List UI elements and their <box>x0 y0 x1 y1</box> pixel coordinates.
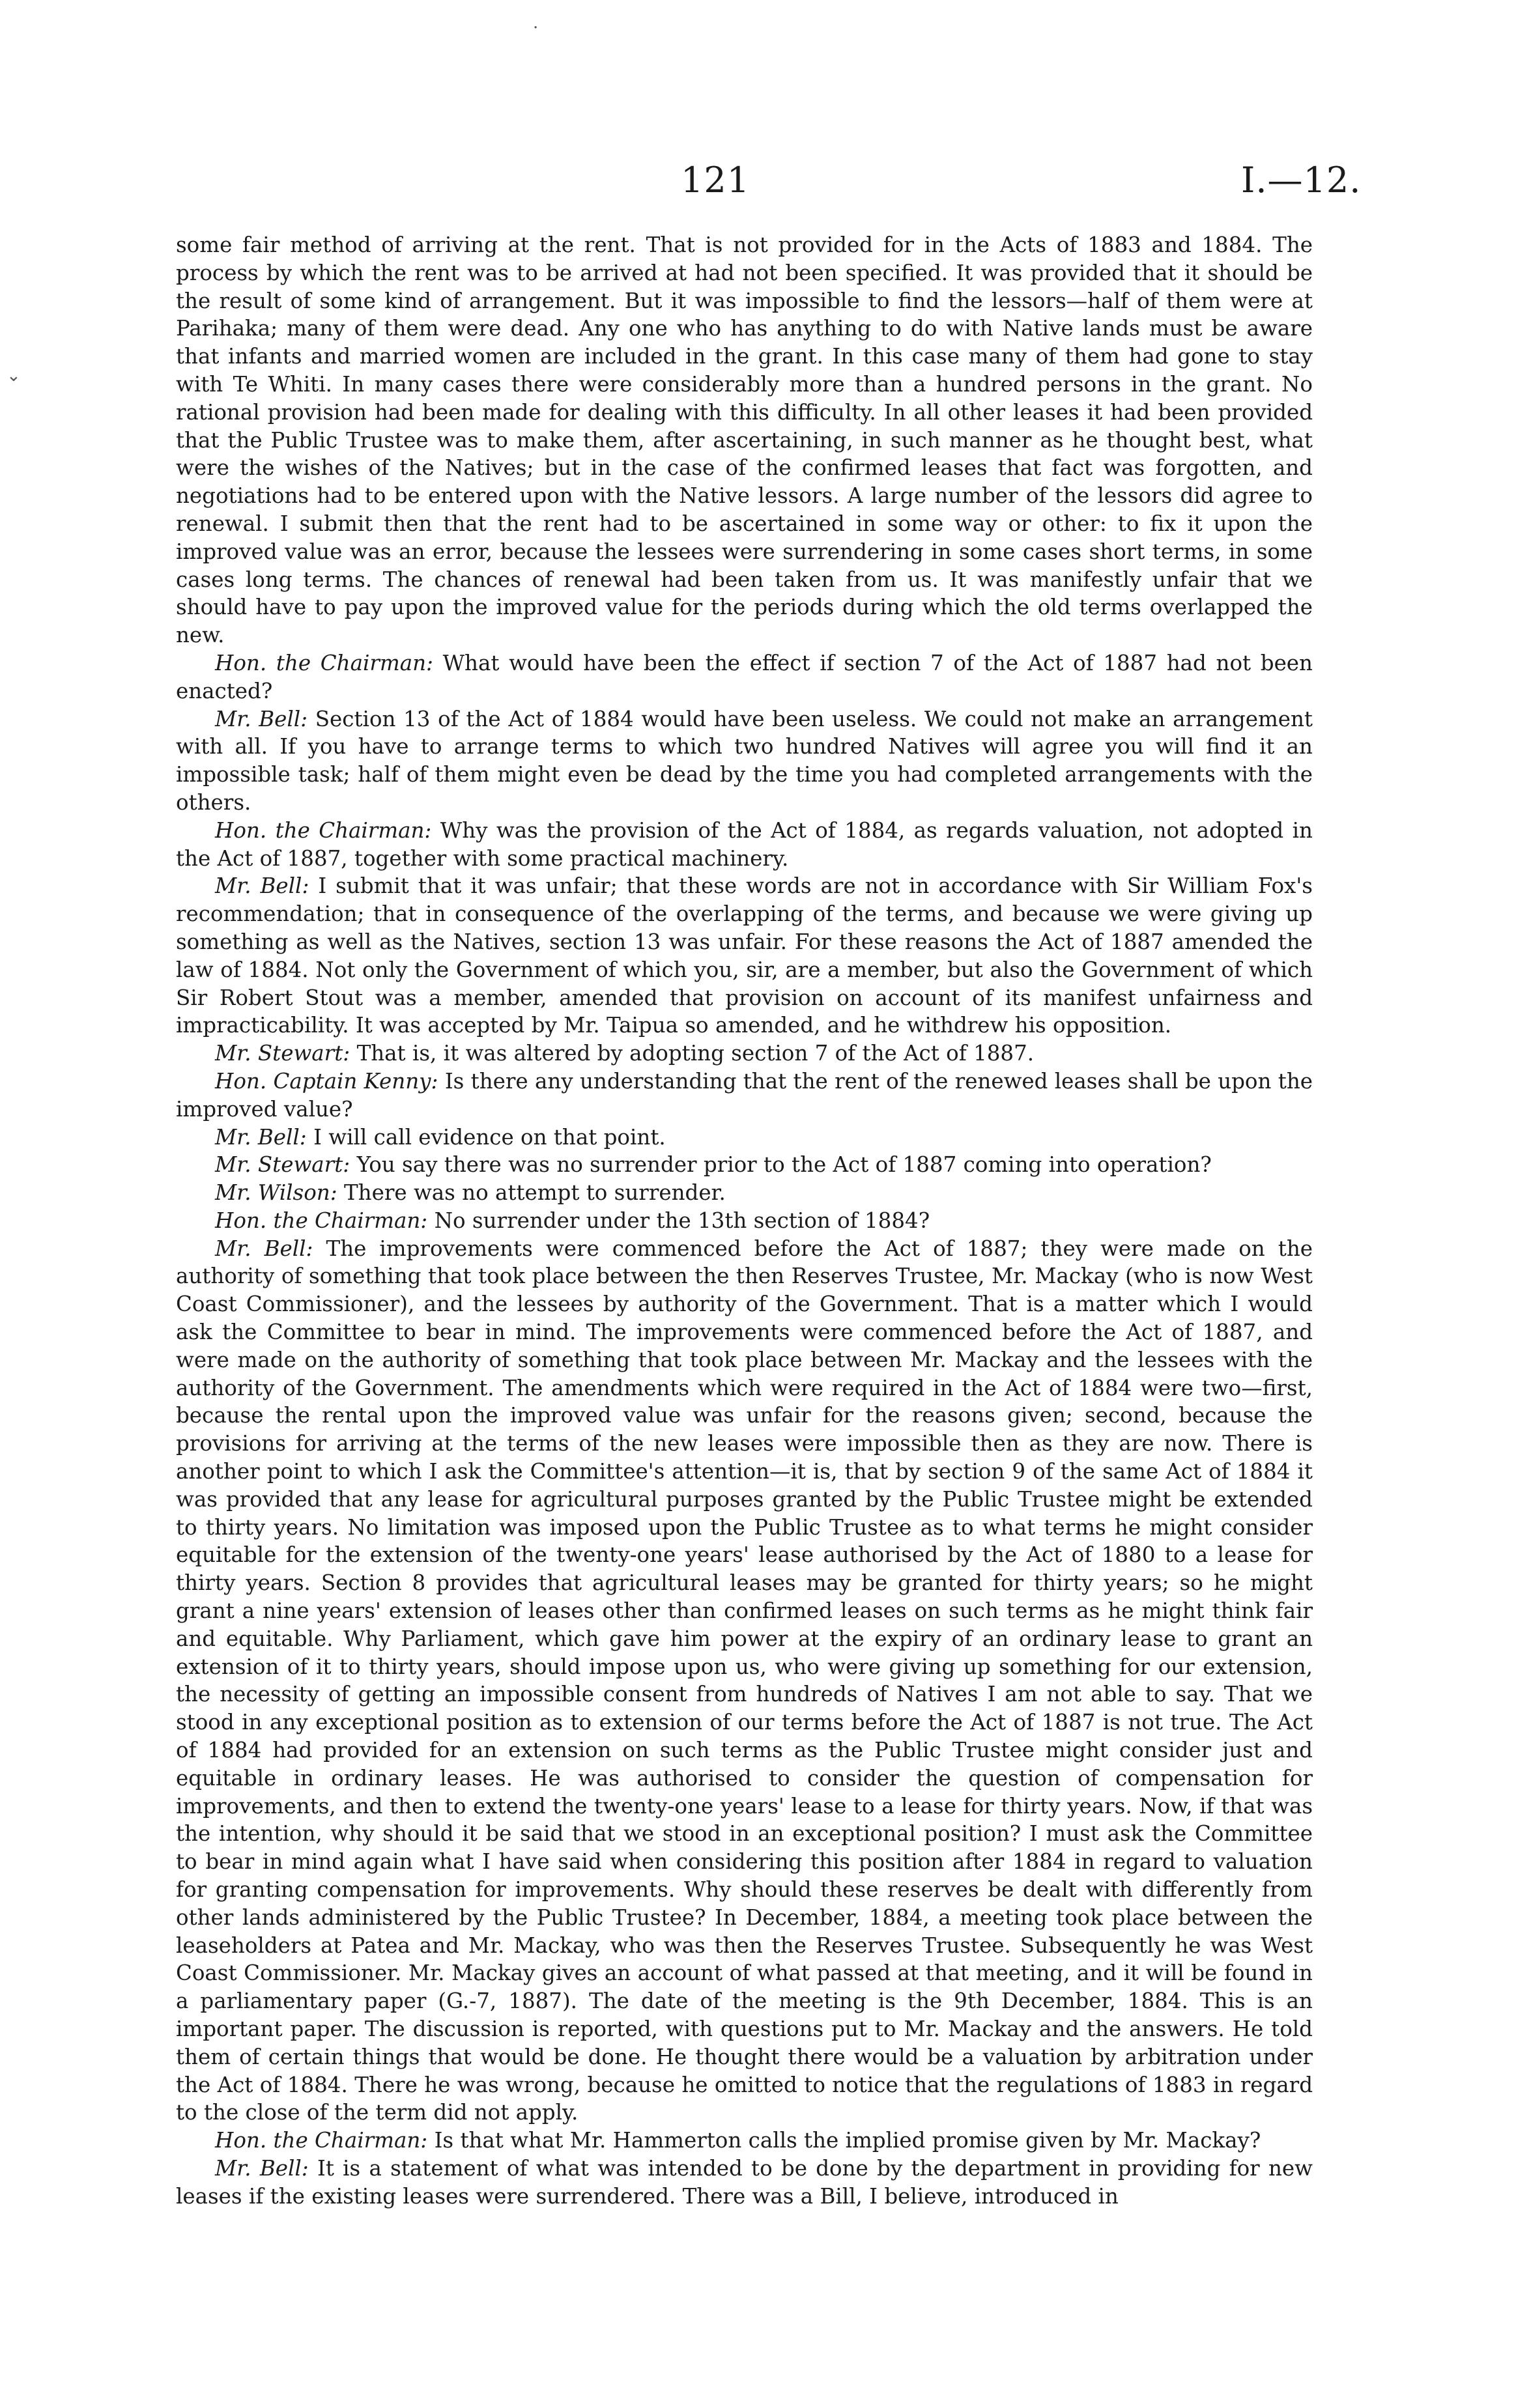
body-text <box>176 231 1313 2211</box>
paragraph <box>176 1124 1313 1152</box>
speaker: Mr. Wilson: <box>215 1180 337 1206</box>
paragraph <box>176 872 1313 1040</box>
paragraph <box>176 817 1313 873</box>
paragraph-text: Section 13 of the Act of 1884 would have been useless. We could not make an arrangement with all. If you have to arrange terms to which two hundred Natives will agree you will find it an impossible task; half of them might even be dead by the time you had completed arrangements with the others. <box>176 706 1313 815</box>
page-number: 121 <box>681 160 751 201</box>
speaker: Hon. the Chairman: <box>215 650 433 675</box>
paragraph <box>176 231 1313 649</box>
paragraph-text: That is, it was altered by adopting section 7 of the Act of 1887. <box>356 1041 1035 1066</box>
document-reference: I.—12. <box>1241 160 1362 201</box>
paragraph <box>176 2127 1313 2155</box>
paragraph-text: I submit that it was unfair; that these words are not in accordance with Sir William Fox's recommendation; that in consequence of the overlapping of the terms, and because we were giving up something as well as the Natives, section 13 was unfair. For these reasons the Act of 1887 amended the law of 1884. Not only the Government of which you, sir, are a member, but also the Government of which Sir Robert Stout was a member, amended that provision on account of its manifest unfairness and impracticability. It was accepted by Mr. Taipua so amended, and he withdrew his opposition. <box>176 873 1313 1038</box>
paragraph-text: The improvements were commenced before the Act of 1887; they were made on the authority of something that took place between the then Reserves Trustee, Mr. Mackay (who is now West Coast Commissioner), and the lessees by authority of the Government. That is a matter which I would ask the Committee to bear in mind. The improvements were commenced before the Act of 1887, and were made on the authority of something that took place between Mr. Mackay and the lessees with the authority of the Government. The amendments which were required in the Act of 1884 were two—first, because the rental upon the improved value was unfair for the reasons given; second, because the provisions for arriving at the terms of the new leases were impossible then as they are now. There is another point to which I ask the Committee's attention—it is, that by section 9 of the same Act of 1884 it was provided that any lease for agricultural purposes granted by the Public Trustee might be extended to thirty years. No limitation was imposed upon the Public Trustee as to what terms he might consider equitable for the extension of the twenty-one years' lease authorised by the Act of 1880 to a lease for thirty years. Section 8 provides that agricultural leases may be granted for thirty years; so he might grant a nine years' extension of leases other than confirmed leases on such terms as he might think fair and equitable. Why Parliament, which gave him power at the expiry of an ordinary lease to grant an extension of it to thirty years, should impose upon us, who were giving up something for our extension, the necessity of getting an impossible consent from hundreds of Natives I am not able to say. That we stood in any exceptional position as to extension of our terms before the Act of 1887 is not true. The Act of 1884 had provided for an extension on such terms as the Public Trustee might consider just and equitable in ordinary leases. He was authorised to consider the question of compensation for improvements, and then to extend the twenty-one years' lease to a lease for thirty years. Now, if that was the intention, why should it be said that we stood in an exceptional position? I must ask the Committee to bear in mind again what I have said when considering this position after 1884 in regard to valuation for granting compensation for improvements. Why should these reserves be dealt with differently from other lands administered by the Public Trustee? In December, 1884, a meeting took place between the leaseholders at Patea and Mr. Mackay, who was then the Reserves Trustee. Subsequently he was West Coast Commissioner. Mr. Mackay gives an account of what passed at that meeting, and it will be found in a parliamentary paper (G.-7, 1887). The date of the meeting is the 9th December, 1884. This is an important paper. The discussion is reported, with questions put to Mr. Mackay and the answers. He told them of certain things that would be done. He thought there would be a valuation by arbitration under the Act of 1884. There he was wrong, because he omitted to notice that the regulations of 1883 in regard to the close of the term did not apply. <box>176 1236 1313 2125</box>
speaker: Mr. Bell: <box>215 2155 309 2181</box>
paragraph <box>176 1179 1313 1207</box>
paragraph-text: I will call evidence on that point. <box>313 1124 666 1150</box>
paragraph-text: Is there any understanding that the rent of the renewed leases shall be upon the improved value? <box>176 1068 1313 1122</box>
paragraph <box>176 1068 1313 1124</box>
stray-mark: · <box>533 18 539 38</box>
paragraph <box>176 649 1313 705</box>
speaker: Mr. Stewart: <box>215 1041 350 1066</box>
paragraph-text: No surrender under the 13th section of 1884? <box>434 1208 930 1233</box>
speaker: Hon. the Chairman: <box>215 817 432 843</box>
paragraph <box>176 1040 1313 1068</box>
speaker: Hon. Captain Kenny: <box>215 1068 438 1094</box>
speaker: Mr. Bell: <box>215 1124 307 1150</box>
paragraph <box>176 1151 1313 1179</box>
speaker: Hon. the Chairman: <box>215 1208 428 1233</box>
speaker: Mr. Bell: <box>215 1236 313 1261</box>
paragraph-text: What would have been the effect if section 7 of the Act of 1887 had not been enacted? <box>176 650 1313 703</box>
paragraph <box>176 2155 1313 2211</box>
paragraph-text: You say there was no surrender prior to the Act of 1887 coming into operation? <box>356 1152 1212 1178</box>
paragraph <box>176 1207 1313 1235</box>
speaker: Mr. Bell: <box>215 706 308 731</box>
paragraph-text: There was no attempt to surrender. <box>344 1180 726 1206</box>
paragraph-text: some fair method of arriving at the rent. That is not provided for in the Acts of 1883 and 1884. The process by which the rent was to be arrived at had not been specified. It was provided that it should be the result of some kind of arrangement. But it was impossible to find the lessors—half of them were at Parihaka; many of them were dead. Any one who has anything to do with Native lands must be aware that infants and married women are included in the grant. In this case many of them had gone to stay with Te Whiti. In many cases there were considerably more than a hundred persons in the grant. No rational provision had been made for dealing with this difficulty. In all other leases it had been provided that the Public Trustee was to make them, after ascertaining, in such manner as he thought best, what were the wishes of the Natives; but in the case of the confirmed leases that fact was forgotten, and negotiations had to be entered upon with the Native lessors. A large number of the lessors did agree to renewal. I submit then that the rent had to be ascertained in some way or other: to fix it upon the improved value was an error, because the lessees were surrendering in some cases short terms, in some cases long terms. The chances of renewal had been taken from us. It was manifestly unfair that we should have to pay upon the improved value for the periods during which the old terms overlapped the new. <box>176 233 1313 648</box>
speaker: Mr. Bell: <box>215 873 309 899</box>
paragraph-text: It is a statement of what was intended to be done by the department in providing for new leases if the existing leases were surrendered. There was a Bill, I believe, introduced in <box>176 2155 1313 2209</box>
paragraph-text: Is that what Mr. Hammerton calls the implied promise given by Mr. Mackay? <box>434 2128 1261 2153</box>
paragraph <box>176 705 1313 817</box>
paragraph <box>176 1235 1313 2127</box>
speaker: Hon. the Chairman: <box>215 2128 428 2153</box>
paragraph-text: Why was the provision of the Act of 1884, as regards valuation, not adopted in the Act of 1887, together with some practical machinery. <box>176 817 1313 871</box>
speaker: Mr. Stewart: <box>215 1152 350 1178</box>
margin-mark: ⌄ <box>7 366 21 386</box>
